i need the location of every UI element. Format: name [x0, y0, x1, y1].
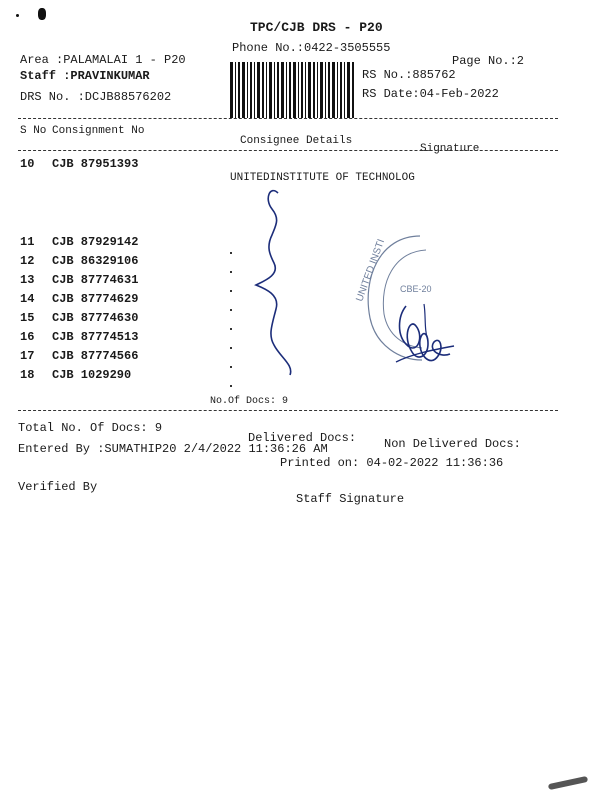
dot-marker: [230, 271, 232, 273]
dot-marker: [230, 347, 232, 349]
phone-number: Phone No.:0422-3505555: [232, 41, 391, 55]
scan-mark: [16, 14, 19, 17]
row-sno: 13: [20, 273, 35, 287]
table-row: [0, 254, 200, 274]
row-consignment: CJB 87951393: [52, 157, 139, 171]
total-docs: Total No. Of Docs: 9: [18, 421, 163, 435]
page-number: Page No.:2: [452, 54, 525, 68]
scan-mark: [548, 776, 588, 790]
scan-mark: [38, 8, 46, 20]
table-row: [0, 273, 200, 293]
barcode: [230, 62, 354, 118]
staff-label: Staff :PRAVINKUMAR: [20, 69, 150, 83]
row-consignment: CJB 87774629: [52, 292, 139, 306]
footer-rule: [18, 410, 558, 411]
column-consignee: Consignee Details: [240, 135, 353, 147]
dot-marker: [230, 290, 232, 292]
dot-marker: [230, 328, 232, 330]
rs-date: RS Date:04-Feb-2022: [362, 87, 499, 101]
staff-signature-label: Staff Signature: [296, 492, 405, 506]
dot-marker: [230, 385, 232, 387]
handwritten-brace: [250, 185, 310, 380]
handwritten-signature: [388, 296, 458, 376]
row-consignment: CJB 87774630: [52, 311, 139, 325]
column-sno: S No: [20, 125, 47, 137]
stamp-text: UNITED INSTI: [354, 237, 388, 304]
row-sno: 14: [20, 292, 35, 306]
dot-marker: [230, 309, 232, 311]
table-row: [0, 292, 200, 312]
dot-marker: [230, 366, 232, 368]
area-label: Area :PALAMALAI 1 - P20: [20, 53, 186, 67]
dot-marker: [230, 252, 232, 254]
table-row: [0, 311, 200, 331]
table-row: [0, 368, 200, 388]
consignee-name: UNITEDINSTITUTE OF TECHNOLOG: [230, 172, 415, 184]
delivered-docs: Delivered Docs:: [248, 431, 357, 445]
row-consignment: CJB 87774566: [52, 349, 139, 363]
docs-count-label: No.Of Docs: 9: [210, 396, 289, 407]
row-sno: 17: [20, 349, 35, 363]
drs-number: DRS No. :DCJB88576202: [20, 90, 172, 104]
rs-number: RS No.:885762: [362, 68, 456, 82]
table-row: [0, 235, 200, 255]
column-signature: Signature: [420, 143, 480, 155]
table-row: [0, 330, 200, 350]
column-consignment: Consignment No: [52, 125, 145, 137]
non-delivered-docs: Non Delivered Docs:: [384, 437, 521, 451]
row-consignment: CJB 1029290: [52, 368, 132, 382]
row-consignment: CJB 87774631: [52, 273, 139, 287]
document-title: TPC/CJB DRS - P20: [250, 20, 383, 35]
row-consignment: CJB 86329106: [52, 254, 139, 268]
header-rule-bottom: [18, 150, 558, 151]
row-sno: 15: [20, 311, 35, 325]
entered-by: Entered By :SUMATHIP20 2/4/2022 11:36:26 AM: [18, 442, 328, 456]
verified-by: Verified By: [18, 480, 98, 494]
header-rule-top: [18, 118, 558, 119]
table-row: [0, 349, 200, 369]
printed-on: Printed on: 04-02-2022 11:36:36: [280, 456, 504, 470]
row-consignment: CJB 87774513: [52, 330, 139, 344]
row-sno: 18: [20, 368, 35, 382]
row-sno: 11: [20, 235, 35, 249]
row-sno: 16: [20, 330, 35, 344]
row-sno: 10: [20, 157, 35, 171]
row-consignment: CJB 87929142: [52, 235, 139, 249]
row-sno: 12: [20, 254, 35, 268]
stamp-inner-text: CBE-20: [400, 284, 432, 294]
